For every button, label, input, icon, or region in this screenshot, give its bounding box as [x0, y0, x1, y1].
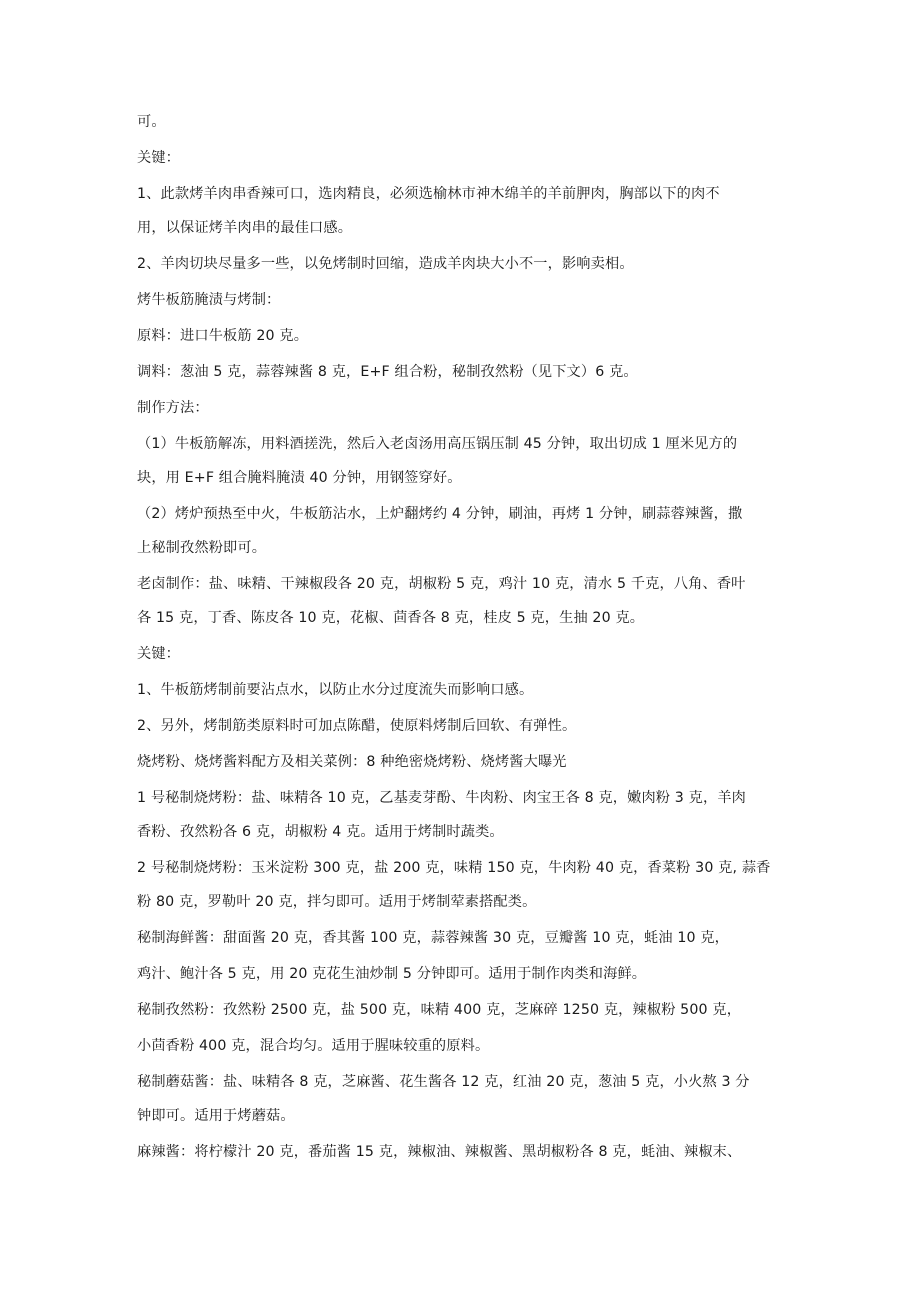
text-line: 粉 80 克，罗勒叶 20 克，拌匀即可。适用于烤制荤素搭配类。	[137, 894, 537, 910]
text-line: 可。	[137, 114, 166, 130]
text-line: 鸡汁、鲍汁各 5 克，用 20 克花生油炒制 5 分钟即可。适用于制作肉类和海鲜。	[137, 966, 647, 982]
text-line: 原料：进口牛板筋 20 克。	[137, 328, 309, 344]
text-line: 秘制海鲜酱：甜面酱 20 克，香其酱 100 克，蒜蓉辣酱 30 克，豆瓣酱 10 克，蚝油 10 克，	[137, 930, 730, 946]
text-line: 1、牛板筋烤制前要沾点水，以防止水分过度流失而影响口感。	[137, 682, 534, 698]
text-line: 秘制孜然粉：孜然粉 2500 克，盐 500 克，味精 400 克，芝麻碎 1250 克，辣椒粉 500 克，	[137, 1002, 742, 1018]
text-line: 上秘制孜然粉即可。	[137, 540, 267, 556]
text-line: 钟即可。适用于烤蘑菇。	[137, 1108, 295, 1124]
text-line: 块，用 E+F 组合腌料腌渍 40 分钟，用钢签穿好。	[137, 470, 462, 486]
text-line: 老卤制作：盐、味精、干辣椒段各 20 克，胡椒粉 5 克，鸡汁 10 克，清水 5 千克，八角、香叶	[137, 576, 746, 592]
text-line: 麻辣酱：将柠檬汁 20 克，番茄酱 15 克，辣椒油、辣椒酱、黑胡椒粉各 8 克，蚝油、辣椒末、	[137, 1144, 742, 1160]
text-line: 2 号秘制烧烤粉：玉米淀粉 300 克，盐 200 克，味精 150 克，牛肉粉 40 克，香菜粉 30 克, 蒜香	[137, 860, 771, 876]
text-line: 1 号秘制烧烤粉：盐、味精各 10 克，乙基麦芽酚、牛肉粉、肉宝王各 8 克，嫩肉粉 3 克，羊肉	[137, 790, 746, 806]
text-line: 香粉、孜然粉各 6 克，胡椒粉 4 克。适用于烤制时蔬类。	[137, 824, 504, 840]
text-line: 2、羊肉切块尽量多一些，以免烤制时回缩，造成羊肉块大小不一，影响卖相。	[137, 256, 634, 272]
text-line: 关键：	[137, 646, 181, 662]
text-line: 秘制蘑菇酱：盐、味精各 8 克，芝麻酱、花生酱各 12 克，红油 20 克，葱油 5 克，小火熬 3 分	[137, 1074, 750, 1090]
text-line: （2）烤炉预热至中火，牛板筋沾水，上炉翻烤约 4 分钟，刷油，再烤 1 分钟，刷蒜蓉辣酱，撒	[137, 506, 743, 522]
text-line: 各 15 克，丁香、陈皮各 10 克，花椒、茴香各 8 克，桂皮 5 克，生抽 20 克。	[137, 610, 645, 626]
text-line: 关键：	[137, 150, 181, 166]
section-heading: 烤牛板筋腌渍与烤制：	[137, 292, 281, 308]
document-body	[137, 113, 782, 1161]
text-line: 2、另外，烤制筋类原料时可加点陈醋，使原料烤制后回软、有弹性。	[137, 718, 577, 734]
text-line: 小茴香粉 400 克，混合均匀。适用于腥味较重的原料。	[137, 1038, 490, 1054]
text-line: 1、此款烤羊肉串香辣可口，选肉精良，必须选榆林市神木绵羊的羊前胛肉，胸部以下的肉不	[137, 186, 720, 202]
text-line: 用，以保证烤羊肉串的最佳口感。	[137, 220, 353, 236]
text-line: 调料：葱油 5 克，蒜蓉辣酱 8 克，E+F 组合粉，秘制孜然粉（见下文）6 克。	[137, 364, 638, 380]
section-heading: 烧烤粉、烧烤酱料配方及相关菜例：8 种绝密烧烤粉、烧烤酱大曝光	[137, 754, 567, 770]
text-line: 制作方法：	[137, 400, 209, 416]
text-line: （1）牛板筋解冻，用料酒搓洗，然后入老卤汤用高压锅压制 45 分钟，取出切成 1 厘米见方的	[137, 436, 738, 452]
